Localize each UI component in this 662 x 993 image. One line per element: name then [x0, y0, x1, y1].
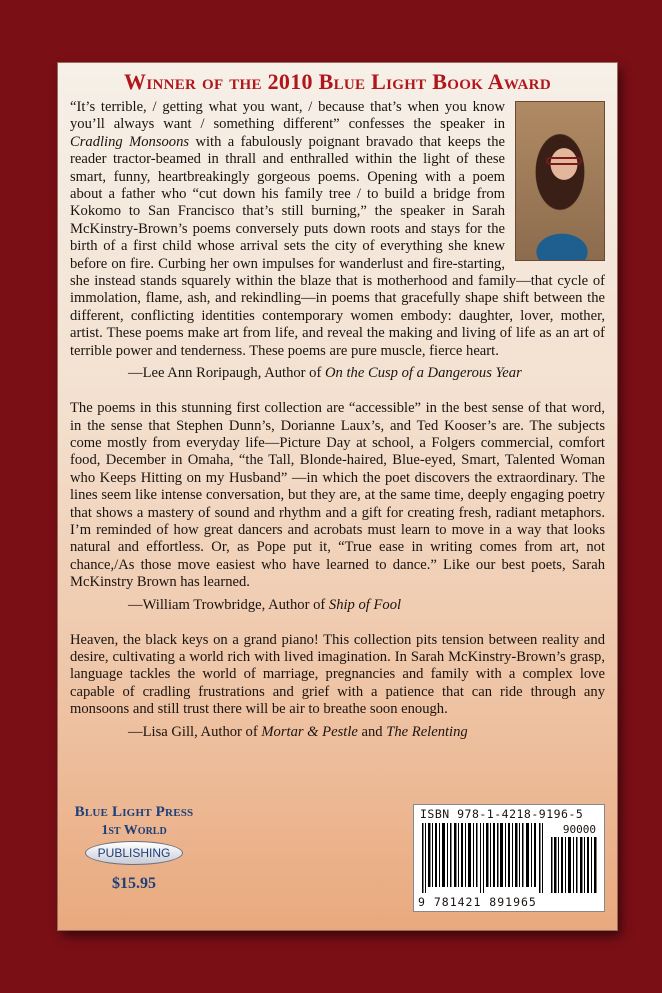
- addon-bars: [550, 837, 598, 893]
- review-3-sig-book1: Mortar & Pestle: [261, 723, 358, 740]
- isbn-text: ISBN 978-1-4218-9196-5: [420, 807, 584, 821]
- glasses-shape: [546, 157, 582, 165]
- review-1-part1: “It’s terrible, / getting what you want, / because that’s when you know you’ll always want / something different” confesses the speaker in: [70, 99, 505, 133]
- publishing-oval: PUBLISHING: [85, 841, 183, 865]
- review-1-part2: with a fabulously poignant bravado that keeps the reader tractor-beamed in thrall and enthralled within the light of these smart, funny, heartbreakingly gorgeous poems. Opening with a poem about a father who “cut down his family tree / to build a bridge from Kokomo to San Francisco that’s still burning,” the speaker in Sarah McKinstry-Brown’s poems conversely puts down roots and stays for the birth of a first child whose arrival sets the city of everything she knew before on fire. Curbing her own impulses for wanderlust and fire-starting, she instead stands squarely within the blaze that is motherhood and family—that cycle of immolation, flame, ash, and rekindling—in poems that gracefully shape shift between the different, conflicting identities contemporary women embody: daughter, lover, mother, artist. These poems make art from life, and reveal the making and living of life as an art of terrible power and tenderness. These poems are pure muscle, fierce heart.: [70, 133, 605, 359]
- publisher-logo: [74, 804, 194, 893]
- price: $15.95: [112, 875, 156, 892]
- review-2-sig-book: Ship of Fool: [328, 596, 402, 613]
- review-3-sig-and: and: [357, 723, 387, 740]
- back-cover: [58, 63, 617, 930]
- review-1-book-title: Cradling Monsoons: [70, 133, 190, 150]
- barcode-digits: 9 781421 891965: [418, 895, 537, 909]
- review-2-sig-prefix: —William Trowbridge, Author of: [128, 596, 329, 613]
- publisher-imprint: 1st World: [101, 823, 167, 838]
- review-2-text: The poems in this stunning first collection are “accessible” in the best sense of that word, in the sense that Stephen Dunn’s, Dorianne Laux’s, and Ted Kooser’s are. The subjects come mostly from everyday life—Picture Day at school, a Folgers commercial, comfort food, December in Omaha, “the Tall, Blonde-haired, Blue-eyed, Smart, Talented Woman who Keeps Hitting on my Husband” —in which the poet discovers the extraordinary. The lines seem like intense conversation, but they are, at the same time, deeply engaging poetry that shows a mastery of sound and rhythm and a gift for creating fresh, radiant metaphors. I’m reminded of how great dancers and acrobats must learn to move in a way that looks natural and effortless. Or, as Pope put it, “True ease in writing comes from art, not chance,/As those move easiest who have learned to dance.” Like our best poets, Sarah McKinstry Brown has learned.: [70, 400, 605, 591]
- publisher-name: Blue Light Press: [74, 804, 194, 820]
- isbn-addon: 90000: [562, 823, 596, 836]
- award-headline: Winner of the 2010 Blue Light Book Award: [124, 69, 551, 94]
- review-3-sig-prefix: —Lisa Gill, Author of: [128, 723, 262, 740]
- review-1-signature: [128, 364, 605, 382]
- barcode-bars: [420, 823, 546, 893]
- barcode: [413, 804, 605, 912]
- review-2-signature: [128, 596, 605, 614]
- review-1-sig-book: On the Cusp of a Dangerous Year: [325, 365, 522, 382]
- cover-footer: [58, 800, 617, 930]
- author-photo: [515, 101, 605, 261]
- review-3-sig-book2: The Relenting: [386, 723, 468, 740]
- review-1-sig-prefix: —Lee Ann Roripaugh, Author of: [128, 365, 325, 382]
- review-3-signature: [128, 723, 605, 741]
- review-3-text: Heaven, the black keys on a grand piano! This collection pits tension between reality and desire, cultivating a world rich with lived imagination. In Sarah McKinstry-Brown’s grasp, language tackles the world of marriage, pregnancies and family with a complex love capable of cradling frustrations and grief with a patience that can ride through any monsoons and still trust there will be air to breathe soon enough.: [70, 631, 605, 718]
